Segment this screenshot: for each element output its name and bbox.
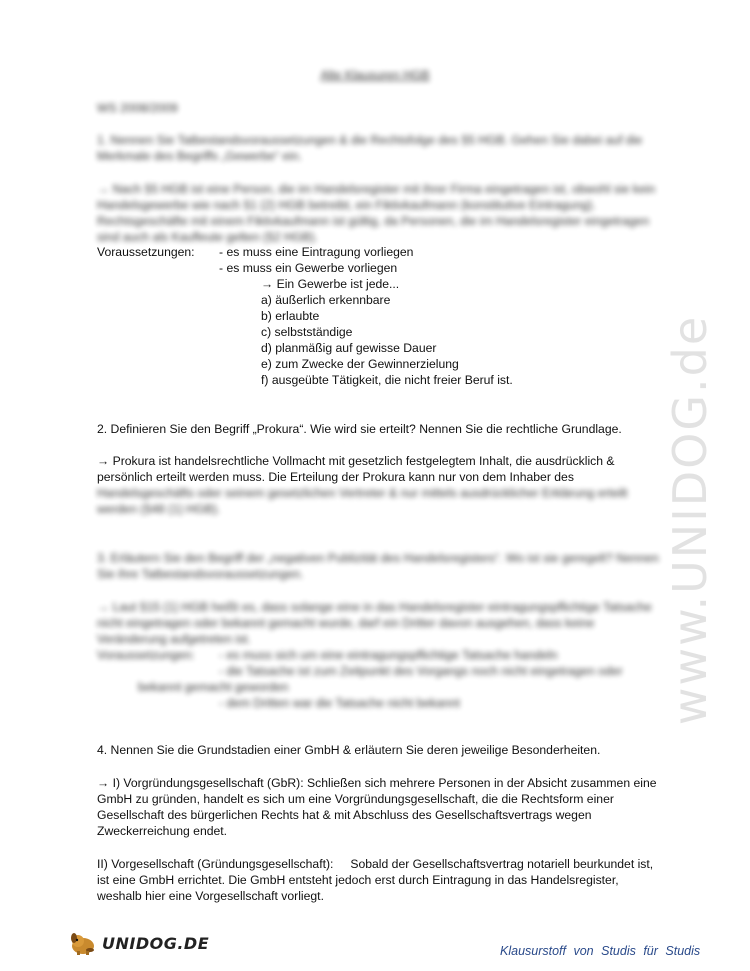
q1-answer-line-4: sind auch als Kaufleute gelten (§2 HGB). bbox=[97, 230, 318, 244]
q2-question: 2. Definieren Sie den Begriff „Prokura“. Wie wird sie erteilt? Nennen Sie die rechtliche Grundlage. bbox=[97, 422, 622, 436]
footer-logo-text: UNIDOG.DE bbox=[102, 933, 210, 953]
footer-tagline: Klausurstoff von Studis für Studis bbox=[500, 944, 701, 958]
q3-requirement-1: - es muss sich um eine eintragungspflichtige Tatsache handeln bbox=[219, 648, 558, 662]
document-title: Alte Klausuren HGB bbox=[320, 68, 430, 82]
q3-requirement-2-cont: bekannt gemacht geworden bbox=[138, 680, 289, 694]
q1-gewerbe-item-d: d) planmäßig auf gewisse Dauer bbox=[261, 341, 437, 355]
q1-gewerbe-item-e: e) zum Zwecke der Gewinnerzielung bbox=[261, 357, 459, 371]
q3-question-line-2: Sie ihre Tatbestandsvoraussetzungen. bbox=[97, 567, 304, 581]
q4-stage2-line-3: weshalb hier eine Vorgesellschaft vorliegt. bbox=[97, 889, 324, 903]
q1-requirement-2: - es muss ein Gewerbe vorliegen bbox=[219, 261, 398, 275]
q2-answer-line-2: persönlich erteilt werden muss. Die Erteilung der Prokura kann nur von dem Inhaber des bbox=[97, 470, 574, 484]
q1-question-line-2: Merkmale des Begriffs „Gewerbe“ ein. bbox=[97, 149, 303, 163]
q3-answer-line-3: Veränderung aufgetreten ist. bbox=[97, 632, 251, 646]
q1-answer-line-3: Rechtsgeschäfte mit einem Fiktivkaufmann ist gültig, da Personen, die im Handelsregister eingetragen bbox=[97, 214, 650, 228]
q1-requirements-label: Voraussetzungen: bbox=[97, 245, 195, 259]
q4-stage1-line-1: → I) Vorgründungsgesellschaft (GbR): Schließen sich mehrere Personen in der Absicht zusammen eine bbox=[97, 776, 657, 790]
footer-logo bbox=[68, 930, 209, 956]
q1-answer-line-1: → Nach §5 HGB ist eine Person, die im Handelsregister mit ihrer Firma eingetragen ist, obwohl sie kein bbox=[97, 182, 656, 196]
q4-question: 4. Nennen Sie die Grundstadien einer GmbH & erläutern Sie deren jeweilige Besonderheiten. bbox=[97, 743, 601, 757]
q3-requirement-3: - dem Dritten war die Tatsache nicht bekannt bbox=[219, 696, 460, 710]
q3-answer-line-1: → Laut §15 (1) HGB heißt es, dass solange eine in das Handelsregister eintragungspflichtige Tatsache bbox=[97, 600, 652, 614]
q4-stage1-line-3: Gesellschaft des bürgerlichen Rechts hat & mit Abschluss des Gesellschaftsvertrags wegen bbox=[97, 808, 592, 822]
q1-gewerbe-item-c: c) selbstständige bbox=[261, 325, 353, 339]
semester-label: WS 2008/2009 bbox=[97, 101, 178, 115]
dog-icon bbox=[68, 930, 98, 956]
q1-gewerbe-item-a: a) äußerlich erkennbare bbox=[261, 293, 391, 307]
q2-answer-line-4: werden (§48 (1) HGB). bbox=[97, 502, 221, 516]
q2-answer-line-3: Handelsgeschäfts oder seinem gesetzlichen Vertreter & nur mittels ausdrücklicher Erklärung erteilt bbox=[97, 486, 628, 500]
q3-requirements-label: Voraussetzungen: bbox=[97, 648, 195, 662]
q2-answer-line-1: → Prokura ist handelsrechtliche Vollmacht mit gesetzlich festgelegtem Inhalt, die ausdrücklich & bbox=[97, 454, 615, 468]
q1-requirement-1: - es muss eine Eintragung vorliegen bbox=[219, 245, 414, 259]
q4-stage2-line-2: ist eine GmbH errichtet. Die GmbH entsteht jedoch erst durch Eintragung in das Handelsregister, bbox=[97, 873, 619, 887]
q3-question-line-1: 3. Erläutern Sie den Begriff der „negativen Publizität des Handelsregisters“. Wo ist sie geregelt? Nennen bbox=[97, 551, 659, 565]
q4-stage1-line-2: GmbH zu gründen, handelt es sich um eine Vorgründungsgesellschaft, die die Rechtsform einer bbox=[97, 792, 614, 806]
q3-requirement-2: - die Tatsache ist zum Zeitpunkt des Vorgangs noch nicht eingetragen oder bbox=[219, 664, 623, 678]
q4-stage1-line-4: Zweckerreichung endet. bbox=[97, 824, 228, 838]
watermark: www.UNIDOG.de bbox=[663, 314, 717, 726]
q4-stage2-line-1: II) Vorgesellschaft (Gründungsgesellschaft): Sobald der Gesellschaftsvertrag notariell beurkundet ist, bbox=[97, 857, 654, 871]
q1-gewerbe-item-f: f) ausgeübte Tätigkeit, die nicht freier Beruf ist. bbox=[261, 373, 513, 387]
q1-gewerbe-intro: → Ein Gewerbe ist jede... bbox=[261, 277, 400, 291]
q1-question-line-1: 1. Nennen Sie Tatbestandsvoraussetzungen & die Rechtsfolge des §5 HGB. Gehen Sie dabei auf die bbox=[97, 133, 643, 147]
q1-answer-line-2: Handelsgewerbe wie nach §1 (2) HGB betreibt, ein Fiktivkaufmann (konstitutive Eintragung). bbox=[97, 198, 596, 212]
q3-answer-line-2: nicht eingetragen oder bekannt gemacht wurde, darf ein Dritter davon ausgehen, dass keine bbox=[97, 616, 595, 630]
q1-gewerbe-item-b: b) erlaubte bbox=[261, 309, 320, 323]
